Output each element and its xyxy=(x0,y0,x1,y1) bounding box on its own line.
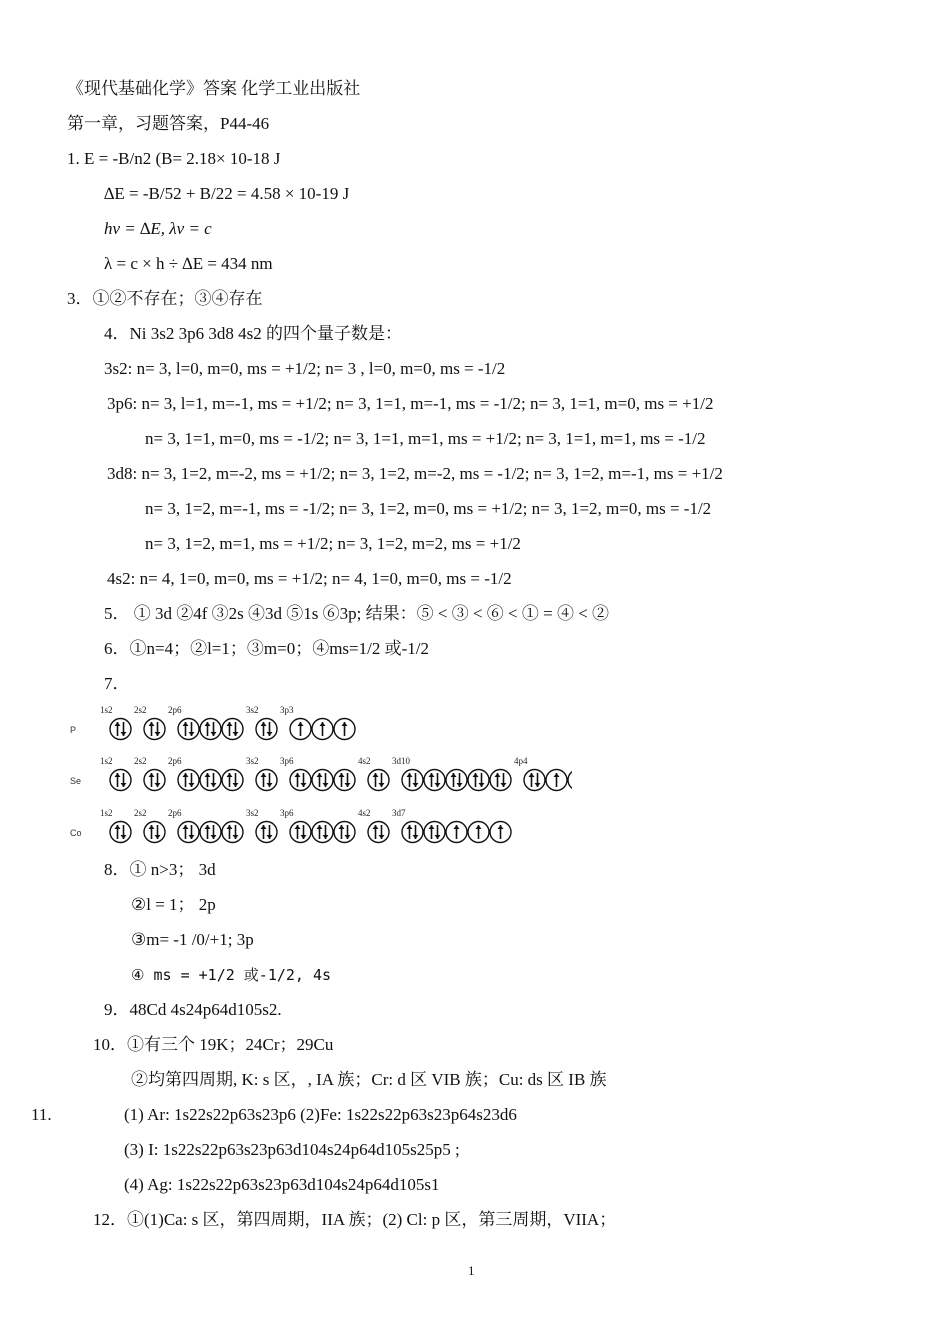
answer-7: 7． xyxy=(104,674,130,693)
orbital-circle xyxy=(256,770,277,791)
subshell-label: 4p4 xyxy=(514,756,528,766)
subshell-label: 3p6 xyxy=(280,808,294,818)
orbital-circle xyxy=(200,770,221,791)
answer-8: 8．① n>3； 3d xyxy=(104,860,216,879)
orbital-circle xyxy=(490,770,511,791)
orbital-circle xyxy=(424,770,445,791)
row-element-label: Co xyxy=(70,828,82,838)
subshell-label: 2s2 xyxy=(134,705,147,715)
answer-4-4s: 4s2: n= 4, 1=0, m=0, ms = +1/2; n= 4, 1=0, m=0, ms = -1/2 xyxy=(107,569,512,588)
answer-6: 6．①n=4；②l=1；③m=0；④ms=1/2 或-1/2 xyxy=(104,639,429,658)
orbital-circle xyxy=(256,822,277,843)
subshell-label: 3s2 xyxy=(246,756,259,766)
orbital-circle xyxy=(524,770,545,791)
answer-4: 4．Ni 3s2 3p6 3d8 4s2 的四个量子数是： xyxy=(104,324,402,343)
orbital-circle xyxy=(200,719,221,740)
answer-10-2: ②均第四周期, K: s 区，, IA 族；Cr: d 区 VIB 族；Cu: ds 区 IB 族 xyxy=(131,1070,607,1089)
subshell-label: 2s2 xyxy=(134,808,147,818)
subshell-label: 4s2 xyxy=(358,808,371,818)
orbital-circle xyxy=(110,719,131,740)
answer-4-3d-c: n= 3, 1=2, m=1, ms = +1/2; n= 3, 1=2, m=2, ms = +1/2 xyxy=(145,534,521,553)
orbital-circle xyxy=(402,770,423,791)
orbital-circle xyxy=(568,770,572,791)
subshell-label: 1s2 xyxy=(100,705,113,715)
orbital-circle xyxy=(222,770,243,791)
answer-4-3p-b: n= 3, 1=1, m=0, ms = -1/2; n= 3, 1=1, m=1, ms = +1/2; n= 3, 1=1, m=1, ms = -1/2 xyxy=(145,429,706,448)
answer-4-3d-b: n= 3, 1=2, m=-1, ms = -1/2; n= 3, 1=2, m=0, ms = +1/2; n= 3, 1=2, m=0, ms = -1/2 xyxy=(145,499,712,518)
answer-11-1: (1) Ar: 1s22s22p63s23p6 (2)Fe: 1s22s22p63s23p64s23d6 xyxy=(124,1105,517,1124)
subshell-label: 4s2 xyxy=(358,756,371,766)
answer-11-number: 11. xyxy=(31,1105,52,1124)
orbital-circle xyxy=(256,719,277,740)
answer-4-3s: 3s2: n= 3, l=0, m=0, ms = +1/2; n= 3 , l=0, m=0, ms = -1/2 xyxy=(104,359,506,378)
answer-11-4: (4) Ag: 1s22s22p63s23p63d104s24p64d105s1 xyxy=(124,1175,440,1194)
orbital-circle xyxy=(290,770,311,791)
orbital-circle xyxy=(334,822,355,843)
answer-10: 10．①有三个 19K；24Cr；29Cu xyxy=(93,1035,334,1054)
orbital-circle xyxy=(110,770,131,791)
subshell-label: 3s2 xyxy=(246,705,259,715)
subshell-label: 1s2 xyxy=(100,756,113,766)
orbital-diagram-figure xyxy=(67,698,572,848)
answer-4-3d-a: 3d8: n= 3, 1=2, m=-2, ms = +1/2; n= 3, 1=2, m=-2, ms = -1/2; n= 3, 1=2, m=-1, ms = +1/2 xyxy=(107,464,723,483)
orbital-circle xyxy=(368,822,389,843)
answer-1: 1. E = -B/n2 (B= 2.18× 10-18 J xyxy=(67,149,281,168)
orbital-circle xyxy=(402,822,423,843)
orbital-circle xyxy=(144,822,165,843)
orbital-circle xyxy=(110,822,131,843)
subshell-label: 3d7 xyxy=(392,808,406,818)
answer-1-delta-e: ∆E = -B/52 + B/22 = 4.58 × 10-19 J xyxy=(104,184,350,203)
orbital-circle xyxy=(144,770,165,791)
subshell-label: 2p6 xyxy=(168,705,182,715)
subshell-label: 2s2 xyxy=(134,756,147,766)
answer-1-wavelength: λ = c × h ÷ ∆E = 434 nm xyxy=(104,254,273,273)
orbital-circle xyxy=(222,822,243,843)
answer-1-relation: hv = ∆E, λν = c xyxy=(104,219,212,238)
subshell-label: 1s2 xyxy=(100,808,113,818)
answer-12: 12．①(1)Ca: s 区，第四周期，IIA 族；(2) Cl: p 区，第三周期，VIIA； xyxy=(93,1210,617,1229)
orbital-circle xyxy=(312,770,333,791)
subshell-label: 2p6 xyxy=(168,808,182,818)
orbital-circle xyxy=(446,770,467,791)
chapter-heading: 第一章，习题答案，P44-46 xyxy=(67,114,270,133)
orbital-circle xyxy=(424,822,445,843)
answer-3: 3．①②不存在；③④存在 xyxy=(67,289,263,308)
orbital-circle xyxy=(334,770,355,791)
orbital-circle xyxy=(144,719,165,740)
page-number: 1 xyxy=(468,1263,475,1278)
orbital-circle xyxy=(178,822,199,843)
orbital-circle xyxy=(222,719,243,740)
orbital-diagram xyxy=(67,698,572,848)
subshell-label: 3d10 xyxy=(392,756,410,766)
doc-title: 《现代基础化学》答案 化学工业出版社 xyxy=(67,79,361,98)
orbital-circle xyxy=(200,822,221,843)
row-element-label: Se xyxy=(70,776,82,786)
answer-4-3p-a: 3p6: n= 3, l=1, m=-1, ms = +1/2; n= 3, 1=1, m=-1, ms = -1/2; n= 3, 1=1, m=0, ms = +1/2 xyxy=(107,394,714,413)
row-element-label: P xyxy=(70,725,77,735)
answer-9: 9．48Cd 4s24p64d105s2. xyxy=(104,1000,282,1019)
answer-8-2: ②l = 1； 2p xyxy=(131,895,216,914)
answer-8-4: ④ ms = +1/2 或-1/2, 4s xyxy=(131,966,332,984)
subshell-label: 2p6 xyxy=(168,756,182,766)
answer-8-3: ③m= -1 /0/+1; 3p xyxy=(131,930,254,949)
orbital-circle xyxy=(290,822,311,843)
answer-11-3: (3) I: 1s22s22p63s23p63d104s24p64d105s25p5 ; xyxy=(124,1140,460,1159)
orbital-circle xyxy=(368,770,389,791)
orbital-circle xyxy=(178,719,199,740)
subshell-label: 3s2 xyxy=(246,808,259,818)
orbital-circle xyxy=(468,770,489,791)
answer-5: 5． ① 3d ②4f ③2s ④3d ⑤1s ⑥3p; 结果：⑤ < ③ < ⑥ < ① = ④ < ② xyxy=(104,604,610,623)
orbital-circle xyxy=(178,770,199,791)
subshell-label: 3p3 xyxy=(280,705,294,715)
orbital-circle xyxy=(312,822,333,843)
subshell-label: 3p6 xyxy=(280,756,294,766)
